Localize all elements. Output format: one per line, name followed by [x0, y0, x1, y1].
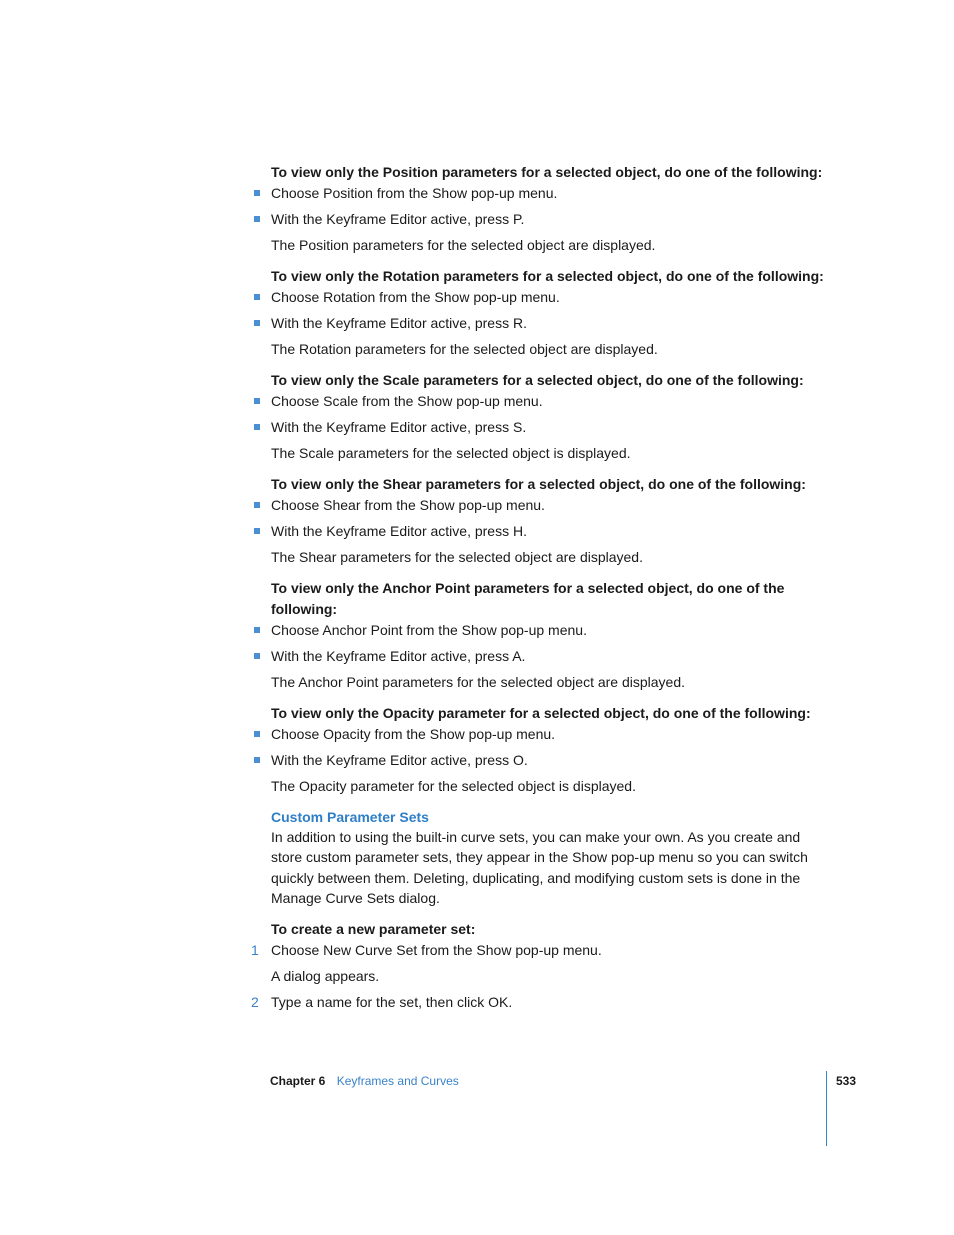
square-bullet-icon — [254, 502, 260, 508]
square-bullet-icon — [254, 294, 260, 300]
square-bullet-icon — [254, 731, 260, 737]
list-item: With the Keyframe Editor active, press H. — [271, 521, 831, 541]
result-note: The Position parameters for the selected object are displayed. — [271, 237, 656, 253]
step-list — [251, 940, 831, 1012]
square-bullet-icon — [254, 528, 260, 534]
section-title-custom-parameter-sets: Custom Parameter Sets — [271, 809, 429, 825]
section-rotation — [271, 266, 831, 359]
list-item — [251, 992, 831, 1012]
list-item: Choose Anchor Point from the Show pop-up menu. — [271, 620, 831, 640]
step-text: Type a name for the set, then click OK. — [271, 994, 513, 1011]
bullet-list — [271, 391, 831, 437]
bullet-list — [271, 495, 831, 541]
list-item — [251, 940, 831, 986]
list-item: With the Keyframe Editor active, press P. — [271, 209, 831, 229]
square-bullet-icon — [254, 627, 260, 633]
square-bullet-icon — [254, 424, 260, 430]
bullet-list — [271, 287, 831, 333]
page-number: 533 — [836, 1074, 857, 1088]
square-bullet-icon — [254, 190, 260, 196]
footer-divider — [826, 1071, 827, 1146]
square-bullet-icon — [254, 320, 260, 326]
result-note: The Anchor Point parameters for the selected object are displayed. — [271, 674, 686, 690]
list-item: With the Keyframe Editor active, press R. — [271, 313, 831, 333]
square-bullet-icon — [254, 398, 260, 404]
page-content — [251, 162, 831, 1018]
list-item: With the Keyframe Editor active, press A. — [271, 646, 831, 666]
section-shear — [271, 474, 831, 567]
square-bullet-icon — [254, 757, 260, 763]
result-note: The Rotation parameters for the selected object are displayed. — [271, 341, 658, 357]
result-note: The Shear parameters for the selected object are displayed. — [271, 549, 643, 565]
task-heading: To view only the Anchor Point parameters for a selected object, do one of the following: — [271, 580, 785, 617]
section-scale — [271, 370, 831, 463]
page-footer — [270, 1072, 459, 1090]
list-item: With the Keyframe Editor active, press O. — [271, 750, 831, 770]
section-position — [271, 162, 831, 255]
bullet-list — [271, 620, 831, 666]
task-heading: To create a new parameter set: — [271, 921, 476, 938]
task-heading: To view only the Scale parameters for a selected object, do one of the following: — [271, 372, 804, 388]
bullet-list — [271, 724, 831, 770]
list-item: Choose Position from the Show pop-up menu. — [271, 183, 831, 203]
task-heading: To view only the Opacity parameter for a selected object, do one of the following: — [271, 705, 811, 721]
square-bullet-icon — [254, 216, 260, 222]
result-note: The Opacity parameter for the selected object is displayed. — [271, 778, 636, 794]
section-anchor-point — [271, 578, 831, 692]
step-number: 1 — [251, 942, 259, 959]
step-note: A dialog appears. — [271, 968, 380, 985]
square-bullet-icon — [254, 653, 260, 659]
step-number: 2 — [251, 994, 259, 1011]
result-note: The Scale parameters for the selected object is displayed. — [271, 445, 631, 461]
step-text: Choose New Curve Set from the Show pop-up menu. — [271, 942, 602, 959]
section-opacity — [271, 703, 831, 796]
list-item: With the Keyframe Editor active, press S. — [271, 417, 831, 437]
task-heading: To view only the Position parameters for a selected object, do one of the following: — [271, 164, 823, 180]
bullet-list — [271, 183, 831, 229]
task-heading: To view only the Shear parameters for a selected object, do one of the following: — [271, 476, 806, 492]
list-item: Choose Shear from the Show pop-up menu. — [271, 495, 831, 515]
chapter-title-link[interactable]: Keyframes and Curves — [336, 1074, 459, 1088]
body-paragraph: In addition to using the built-in curve sets, you can make your own. As you create and store custom parameter sets, they appear in the Show pop-up menu so you can switch quickly between them. Deleting, duplicating, and modifying custom sets is done in the Manage Curve Sets dialog. — [271, 829, 808, 906]
list-item: Choose Rotation from the Show pop-up menu. — [271, 287, 831, 307]
chapter-label: Chapter 6 — [270, 1074, 326, 1088]
task-heading: To view only the Rotation parameters for a selected object, do one of the following: — [271, 268, 824, 284]
list-item: Choose Opacity from the Show pop-up menu. — [271, 724, 831, 744]
list-item: Choose Scale from the Show pop-up menu. — [271, 391, 831, 411]
